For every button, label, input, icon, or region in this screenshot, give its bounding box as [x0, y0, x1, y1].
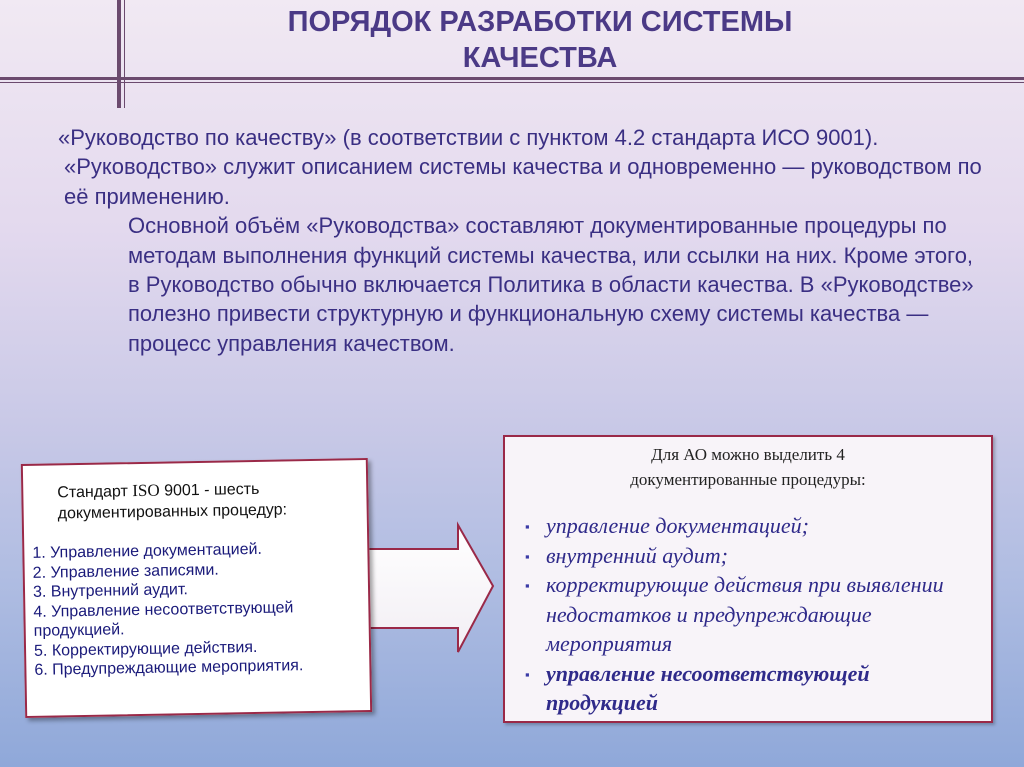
- title-line-2: КАЧЕСТВА: [462, 42, 618, 74]
- iso-procedures-box: [21, 458, 372, 718]
- list-item: 3. Внутренний аудит.: [32, 581, 189, 601]
- ao-title-line-2: документированные процедуры:: [630, 470, 866, 489]
- bullet-icon: ▪: [525, 666, 530, 682]
- bullet-icon: ▪: [525, 519, 530, 534]
- list-item: 4. Управление несоответствующей продукцией.: [33, 598, 294, 640]
- bullet-icon: ▪: [525, 578, 530, 593]
- list-item: ▪ внутренний аудит;: [525, 541, 985, 571]
- ao-procedures-title: [505, 442, 991, 492]
- right-arrow-shape: [365, 525, 493, 652]
- title-line-2: документированных процедур:: [57, 501, 288, 523]
- list-item: 5. Корректирующие действия.: [33, 638, 258, 660]
- ao-procedures-list: [525, 511, 985, 718]
- list-item: 2. Управление записями.: [32, 561, 219, 582]
- paragraph-1-rest: (в соответствии с пунктом 4.2 стандарта ИСО 9001).: [336, 125, 879, 150]
- list-item: 6. Предупреждающие мероприятия.: [34, 657, 304, 679]
- iso-procedures-title: [57, 476, 368, 524]
- list-item: ▪ управление несоответствующей продукцией: [525, 660, 870, 715]
- bullet-icon: ▪: [525, 548, 530, 564]
- title-line-1: ПОРЯДОК РАЗРАБОТКИ СИСТЕМЫ: [287, 6, 793, 38]
- paragraph-2: «Руководство» служит описанием системы качества и одновременно — руководством по её применению.: [64, 154, 982, 209]
- title-part-iso: ISO: [132, 480, 160, 501]
- quality-manual-term: «Руководство по качеству»: [58, 125, 337, 150]
- paragraph-3: Основной объём «Руководства» составляют документированные процедуры по методам выполнения функций системы качества, или ссылки на них. Кроме этого, в Руководство обычно включается Политика в области качества. В «Руководстве» полезно привести структурную и функциональную схему системы качества — процесс управления качеством.: [128, 213, 974, 356]
- title-part-standard: Стандарт: [57, 483, 133, 502]
- list-item: ▪ управление документацией;: [525, 511, 985, 541]
- ao-title-line-1: Для АО можно выделить 4: [651, 445, 845, 464]
- title-part-count: 9001 - шесть: [159, 480, 260, 500]
- iso-procedures-list: [32, 538, 374, 680]
- list-item: ▪ корректирующие действия при выявлении недостатков и предупреждающие мероприятия: [525, 572, 944, 656]
- list-item: 1. Управление документацией.: [32, 540, 263, 562]
- ao-procedures-box: [503, 435, 993, 723]
